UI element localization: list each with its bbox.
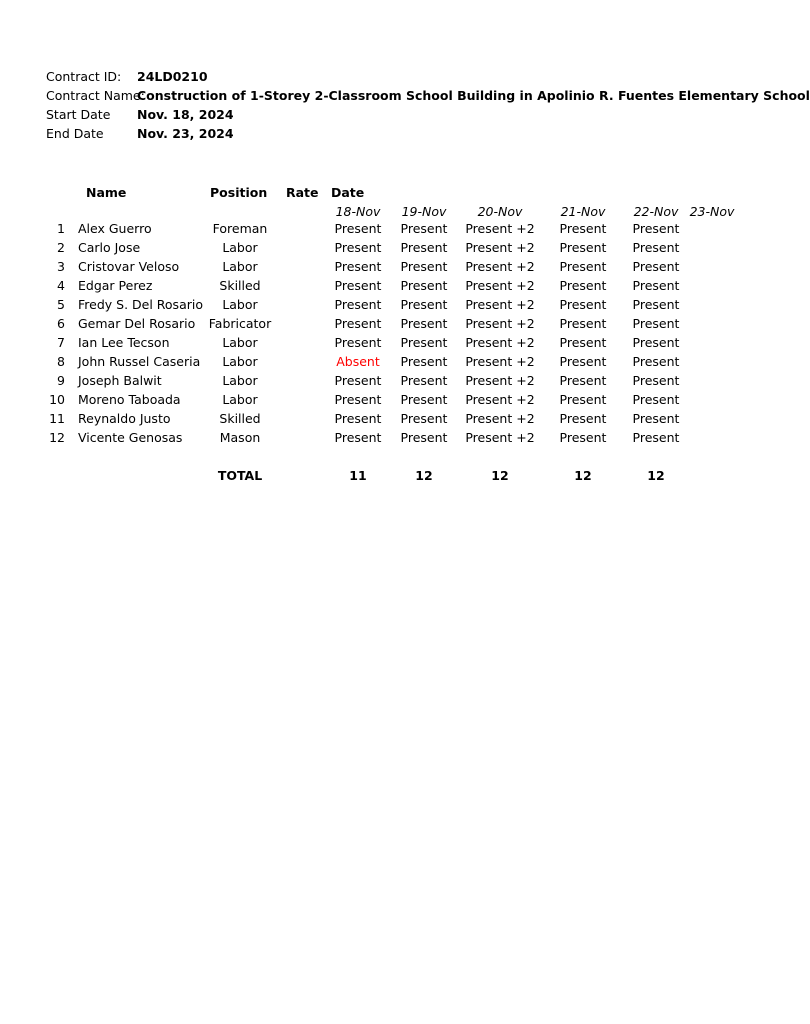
attendance-cell: Present <box>334 411 382 426</box>
start-date-label: Start Date <box>46 107 111 122</box>
attendance-cell: Present <box>632 240 680 255</box>
attendance-cell: Present +2 <box>465 297 535 312</box>
date-col-2: 19-Nov <box>401 204 447 219</box>
attendance-cell: Absent <box>336 354 380 369</box>
attendance-cell: Present <box>559 278 607 293</box>
header-date: Date <box>331 185 365 200</box>
attendance-cell: Present <box>632 297 680 312</box>
attendance-cell: Present <box>632 221 680 236</box>
attendance-cell: Present <box>334 316 382 331</box>
attendance-cell: Present <box>400 392 448 407</box>
attendance-cell: Present <box>334 221 382 236</box>
attendance-cell: Present +2 <box>465 221 535 236</box>
total-label: TOTAL <box>217 468 263 483</box>
attendance-cell: Present <box>334 278 382 293</box>
start-date-value: Nov. 18, 2024 <box>137 107 234 122</box>
attendance-cell: Present <box>334 430 382 445</box>
table-row <box>0 221 768 240</box>
total-col-1: 11 <box>349 468 367 483</box>
attendance-cell: Present +2 <box>465 335 535 350</box>
attendance-cell: Present <box>334 373 382 388</box>
attendance-cell: Present +2 <box>465 430 535 445</box>
attendance-cell: Present <box>559 354 607 369</box>
attendance-cell: Present <box>632 259 680 274</box>
attendance-cell: Present <box>559 259 607 274</box>
end-date-value: Nov. 23, 2024 <box>137 126 234 141</box>
row-number: 4 <box>57 278 65 293</box>
attendance-cell: Present <box>400 297 448 312</box>
worker-position: Labor <box>222 297 258 312</box>
date-col-5: 22-Nov <box>633 204 679 219</box>
totals-row <box>0 468 768 487</box>
attendance-cell: Present <box>400 259 448 274</box>
attendance-cell: Present +2 <box>465 316 535 331</box>
worker-position: Mason <box>219 430 261 445</box>
table-row <box>0 240 768 259</box>
worker-position: Labor <box>222 259 258 274</box>
attendance-cell: Present <box>559 221 607 236</box>
worker-name: Edgar Perez <box>78 278 153 293</box>
row-number: 5 <box>57 297 65 312</box>
table-row <box>0 354 768 373</box>
attendance-cell: Present <box>632 373 680 388</box>
worker-position: Labor <box>222 392 258 407</box>
attendance-cell: Present <box>400 373 448 388</box>
date-col-1: 18-Nov <box>335 204 381 219</box>
table-row <box>0 259 768 278</box>
attendance-cell: Present <box>400 354 448 369</box>
attendance-cell: Present <box>632 392 680 407</box>
attendance-cell: Present <box>334 297 382 312</box>
row-number: 2 <box>57 240 65 255</box>
date-col-6: 23-Nov <box>689 204 735 219</box>
worker-name: Carlo Jose <box>78 240 141 255</box>
attendance-cell: Present <box>559 392 607 407</box>
attendance-cell: Present <box>400 411 448 426</box>
worker-name: Reynaldo Justo <box>78 411 171 426</box>
attendance-cell: Present <box>559 316 607 331</box>
contract-id-label: Contract ID: <box>46 69 122 84</box>
attendance-cell: Present <box>559 373 607 388</box>
total-col-4: 12 <box>574 468 592 483</box>
table-row <box>0 373 768 392</box>
attendance-cell: Present <box>632 411 680 426</box>
attendance-cell: Present <box>334 240 382 255</box>
worker-position: Skilled <box>219 278 261 293</box>
attendance-cell: Present +2 <box>465 278 535 293</box>
row-number: 10 <box>49 392 65 407</box>
attendance-cell: Present <box>632 335 680 350</box>
table-row <box>0 316 768 335</box>
attendance-cell: Present <box>559 430 607 445</box>
table-row <box>0 392 768 411</box>
worker-name: Joseph Balwit <box>78 373 162 388</box>
date-col-3: 20-Nov <box>477 204 523 219</box>
attendance-cell: Present <box>559 240 607 255</box>
row-number: 3 <box>57 259 65 274</box>
row-number: 11 <box>49 411 65 426</box>
attendance-cell: Present <box>334 392 382 407</box>
row-number: 9 <box>57 373 65 388</box>
attendance-cell: Present <box>559 335 607 350</box>
attendance-cell: Present <box>334 335 382 350</box>
worker-name: Fredy S. Del Rosario <box>78 297 203 312</box>
attendance-cell: Present <box>400 240 448 255</box>
attendance-cell: Present <box>559 297 607 312</box>
worker-position: Labor <box>222 335 258 350</box>
total-col-3: 12 <box>491 468 509 483</box>
attendance-cell: Present <box>400 221 448 236</box>
attendance-cell: Present +2 <box>465 240 535 255</box>
worker-name: Alex Guerro <box>78 221 152 236</box>
header-position: Position <box>210 185 268 200</box>
attendance-cell: Present +2 <box>465 392 535 407</box>
attendance-cell: Present <box>559 411 607 426</box>
table-row <box>0 335 768 354</box>
worker-name: Moreno Taboada <box>78 392 181 407</box>
attendance-cell: Present <box>632 278 680 293</box>
total-col-2: 12 <box>415 468 433 483</box>
total-col-5: 12 <box>647 468 665 483</box>
worker-name: Vicente Genosas <box>78 430 183 445</box>
attendance-cell: Present +2 <box>465 411 535 426</box>
attendance-cell: Present <box>632 316 680 331</box>
worker-name: Gemar Del Rosario <box>78 316 196 331</box>
table-row <box>0 430 768 449</box>
attendance-cell: Present <box>632 430 680 445</box>
attendance-cell: Present <box>400 316 448 331</box>
worker-name: Cristovar Veloso <box>78 259 180 274</box>
worker-name: Ian Lee Tecson <box>78 335 170 350</box>
table-row <box>0 278 768 297</box>
row-number: 1 <box>57 221 65 236</box>
worker-position: Labor <box>222 240 258 255</box>
attendance-cell: Present <box>632 354 680 369</box>
attendance-cell: Present +2 <box>465 373 535 388</box>
header-rate: Rate <box>286 185 319 200</box>
contract-name-label: Contract Name: <box>46 88 145 103</box>
attendance-cell: Present +2 <box>465 259 535 274</box>
attendance-cell: Present <box>400 430 448 445</box>
table-row <box>0 297 768 316</box>
worker-position: Labor <box>222 354 258 369</box>
attendance-cell: Present <box>400 335 448 350</box>
worker-position: Foreman <box>212 221 268 236</box>
table-row <box>0 411 768 430</box>
attendance-cell: Present +2 <box>465 354 535 369</box>
worker-position: Labor <box>222 373 258 388</box>
contract-id-value: 24LD0210 <box>137 69 208 84</box>
row-number: 6 <box>57 316 65 331</box>
end-date-label: End Date <box>46 126 104 141</box>
worker-position: Fabricator <box>208 316 272 331</box>
row-number: 7 <box>57 335 65 350</box>
header-name: Name <box>86 185 127 200</box>
contract-name-value: Construction of 1-Storey 2-Classroom School Building in Apolinio R. Fuentes Elementary School <box>137 88 810 103</box>
worker-position: Skilled <box>219 411 261 426</box>
row-number: 12 <box>49 430 65 445</box>
attendance-cell: Present <box>334 259 382 274</box>
date-col-4: 21-Nov <box>560 204 606 219</box>
worker-name: John Russel Caseria <box>78 354 201 369</box>
row-number: 8 <box>57 354 65 369</box>
attendance-cell: Present <box>400 278 448 293</box>
